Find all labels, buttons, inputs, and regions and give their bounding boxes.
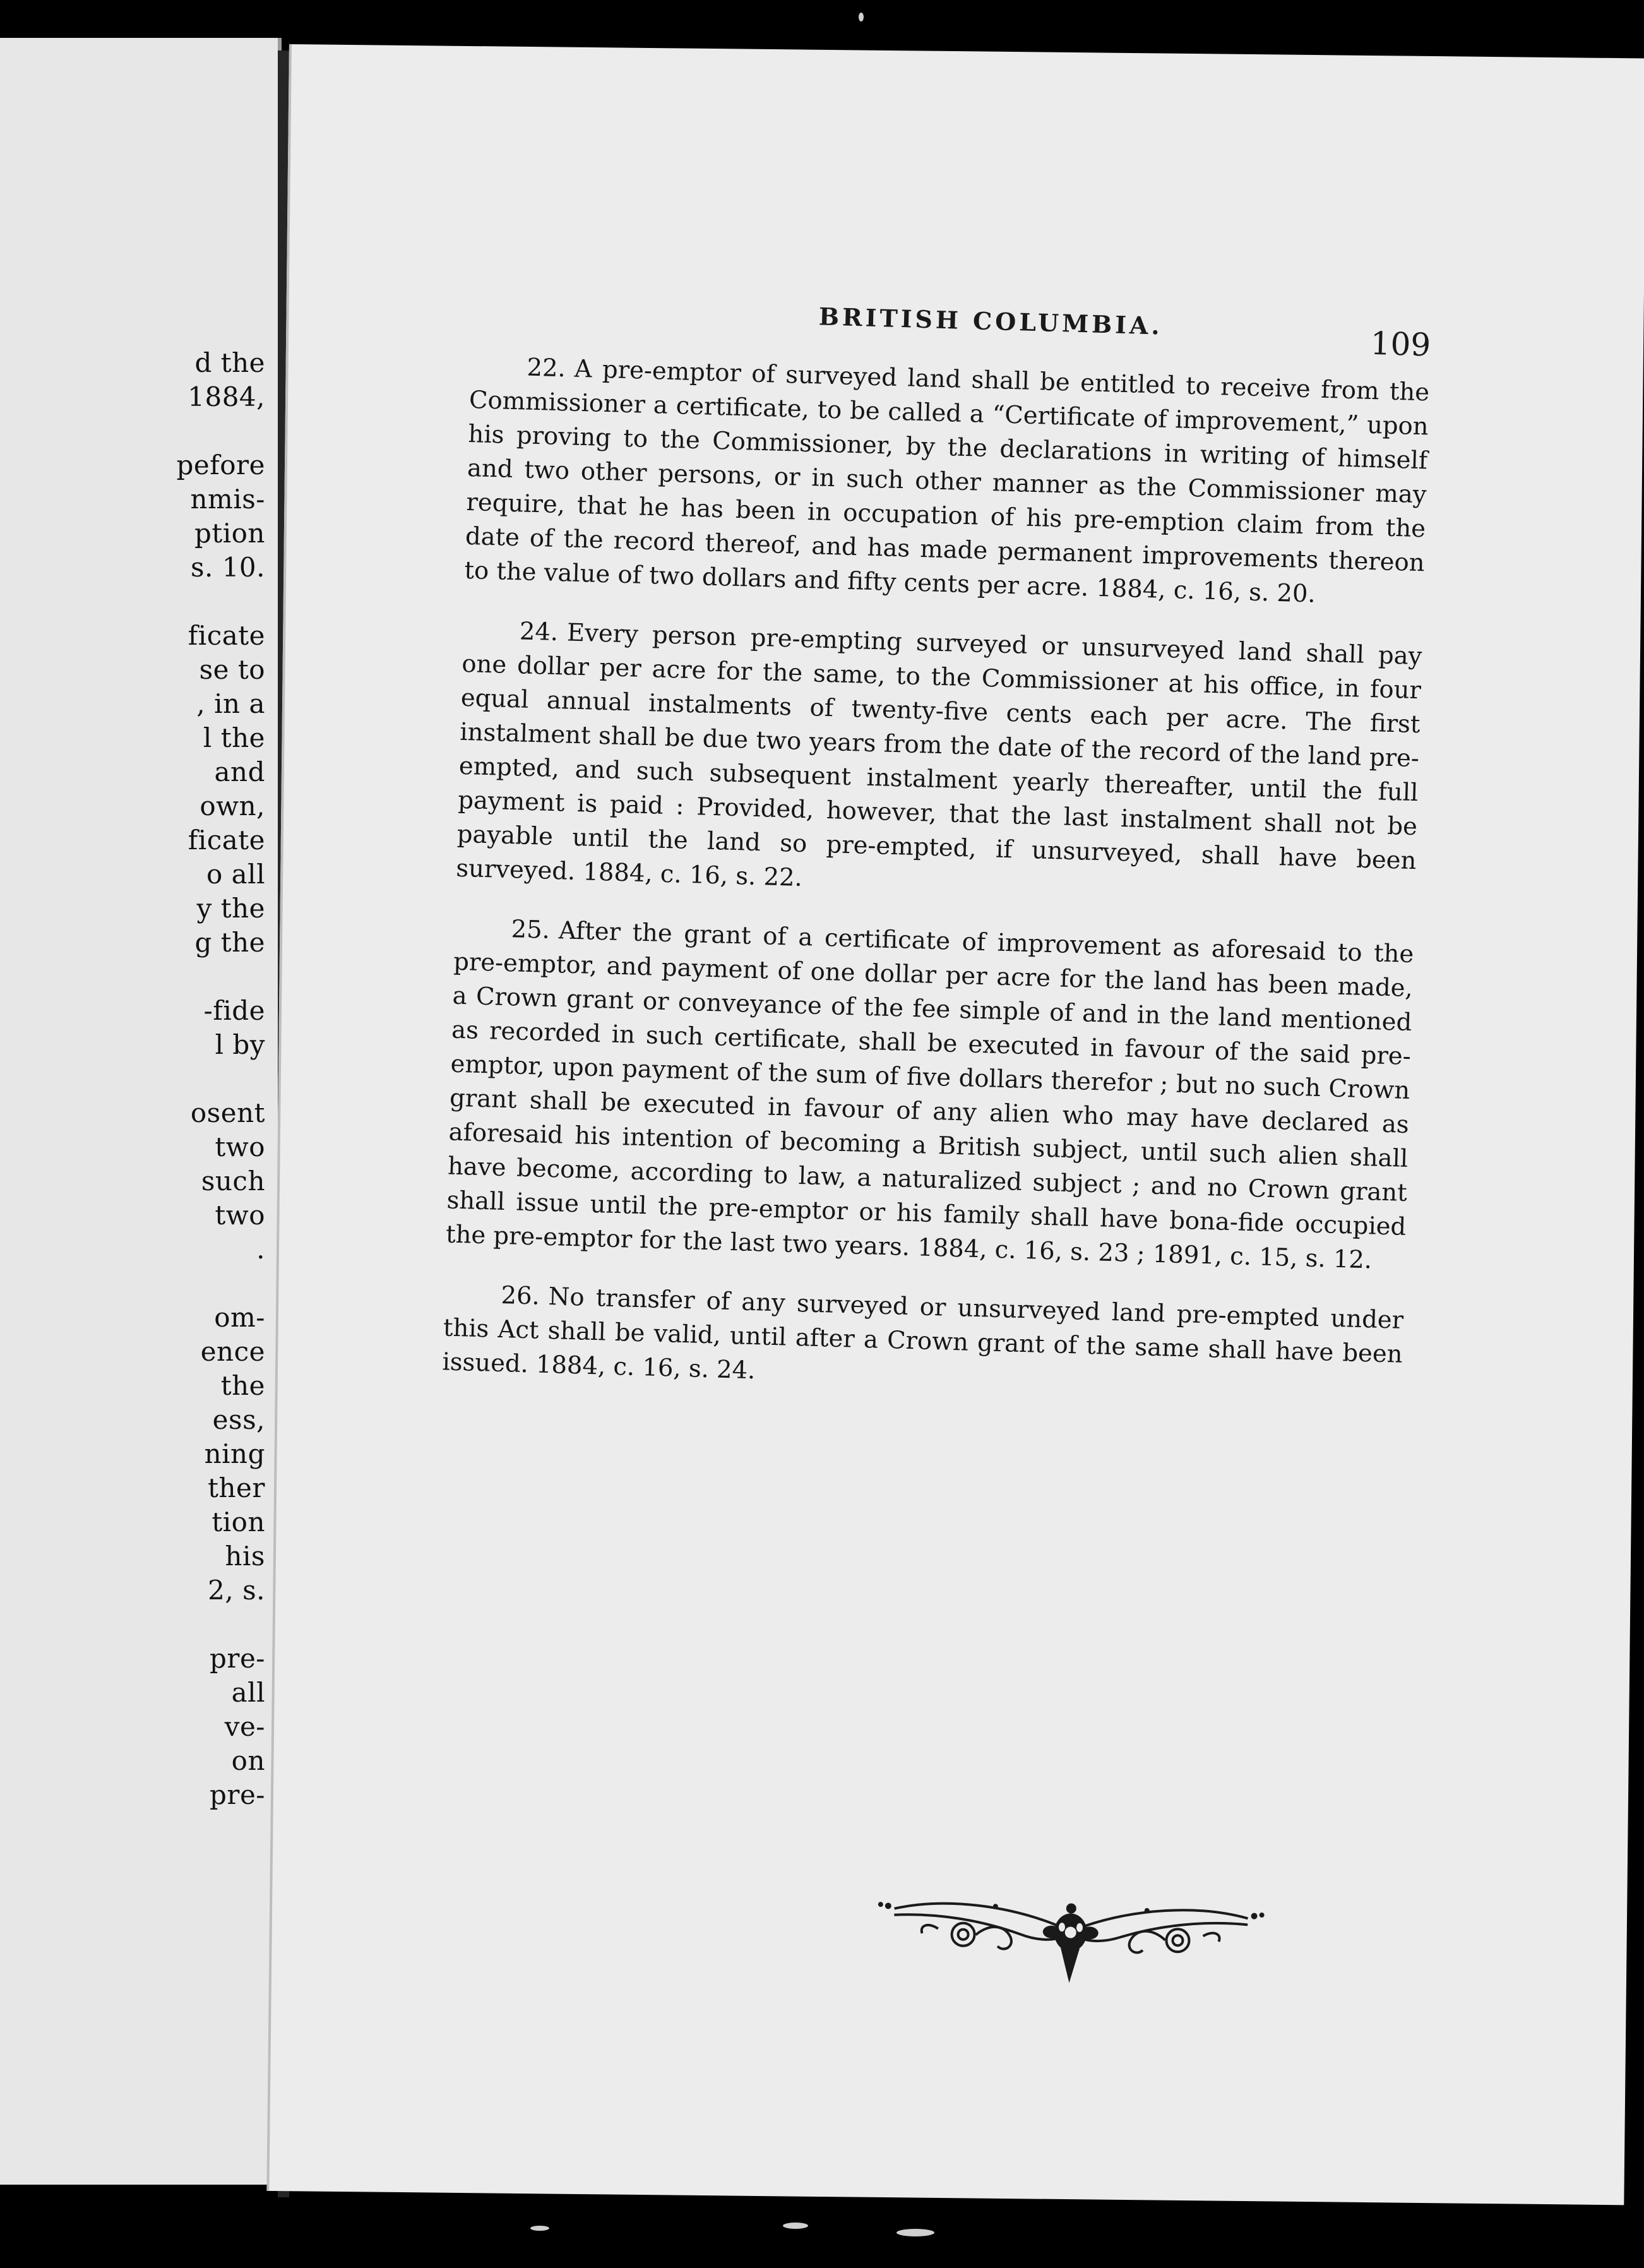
left-page-line-fragment: pre- <box>209 1643 265 1674</box>
running-head: BRITISH COLUMBIA. <box>818 302 1164 340</box>
left-page-line-fragment: all <box>231 1677 265 1708</box>
section-24 <box>456 613 1422 912</box>
left-page-line-fragment: l by <box>215 1029 265 1060</box>
scan-speck <box>783 2223 808 2229</box>
left-page-line-fragment: ning <box>204 1438 265 1469</box>
left-page-line-fragment: s. 10. <box>190 552 265 583</box>
section-text: After the grant of a certificate of improvement as aforesaid to the pre-emptor, and payment of one dollar per acre for the land has been made, a Crown grant or conveyance of the fee simple of and in the land mentioned as recorded in such certificate, shall be executed in favour of the said pre-emptor, upon payment of the sum of five dollars therefor ; but no such Crown grant shall be executed in favour of any alien who may have declared as aforesaid his intention of becoming a British subject, until such alien shall have become, according to law, a naturalized subject ; and no Crown grant shall issue until the pre-emptor or his family shall have bona-fide occupied the pre-emptor for the last two years. 1884, c. 16, s. 23 ; 1891, c. 15, s. 12. <box>445 916 1414 1275</box>
scan-speck <box>530 2226 549 2231</box>
scan-speck <box>896 2229 934 2236</box>
left-page-line-fragment: y the <box>196 893 265 924</box>
left-page-line-fragment: ficate <box>188 620 265 651</box>
left-page-line-fragment: osent <box>190 1097 265 1128</box>
left-page-line-fragment: ve- <box>224 1711 265 1742</box>
section-text: No transfer of any surveyed or unsurveyed land pre-empted under this Act shall be valid, until after a Crown grant of the same shall have been issued. 1884, c. 16, s. 24. <box>441 1282 1404 1385</box>
left-page-line-fragment: ence <box>200 1336 265 1367</box>
left-page-line-fragment: se to <box>199 654 265 685</box>
left-page-line-fragment: ption <box>194 518 265 549</box>
section-text: Every person pre-empting surveyed or unsurveyed land shall pay one dollar per acre for the same, to the Commissioner at his office, in four equal annual instalments of twenty-five cents each per acre. The first instalment shall be due two years from the date of the record of the land pre-empted, and such subsequent instalment yearly thereafter, until the full payment is paid : Provided, however, that the last instalment shall not be payable until the land so pre-empted, if unsurveyed, shall have been surveyed. 1884, c. 16, s. 22. <box>455 618 1423 893</box>
left-page-line-fragment: pre- <box>209 1779 265 1810</box>
left-page-line-fragment: and <box>214 756 265 787</box>
left-page-line-fragment: d the <box>194 347 265 378</box>
left-page-line-fragment: the <box>220 1370 265 1401</box>
left-page-line-fragment: two <box>215 1200 265 1231</box>
left-page-line-fragment: nmis- <box>190 484 265 515</box>
left-page-line-fragment: . <box>256 1234 265 1265</box>
left-page-line-fragment: om- <box>214 1302 265 1333</box>
left-facing-page <box>0 38 282 2185</box>
left-page-line-fragment: ess, <box>212 1404 265 1435</box>
section-number: 24. <box>519 617 559 647</box>
left-page-line-fragment: 1884, <box>188 381 265 412</box>
section-number: 25. <box>511 915 551 945</box>
left-page-line-fragment: o all <box>206 859 265 890</box>
left-page-line-fragment: , in a <box>196 688 265 719</box>
section-number: 26. <box>500 1280 540 1311</box>
left-page-line-fragment: pefore <box>176 450 265 480</box>
left-page-line-fragment: his <box>225 1541 265 1572</box>
main-page <box>266 44 1644 2205</box>
left-page-line-fragment: ther <box>208 1472 265 1503</box>
left-page-line-fragment: g the <box>194 927 265 958</box>
left-page-line-fragment: on <box>231 1745 265 1776</box>
scroll-flourish-ornament-icon <box>867 1883 1274 2008</box>
left-page-line-fragment: tion <box>211 1507 265 1537</box>
left-page-line-fragment: -fide <box>203 995 265 1026</box>
left-page-line-fragment: such <box>201 1166 265 1197</box>
section-text: A pre-emptor of surveyed land shall be entitled to receive from the Commissioner a certificate, to be called a “Certificate of improvement,” upon his proving to the Commissioner, by the declarations in writing of himself and two other persons, or in such other manner as the Commissioner may require, that he has been in occupation of his pre-emption claim from the date of the record thereof, and has made permanent improvements thereon to the value of two dollars and fifty cents per acre. 1884, c. 16, s. 20. <box>463 354 1430 609</box>
page-content <box>441 292 1432 1431</box>
left-page-line-fragment: ficate <box>188 825 265 856</box>
page-number: 109 <box>1369 325 1431 364</box>
section-22 <box>464 349 1430 614</box>
left-page-line-fragment: own, <box>200 791 265 821</box>
section-26 <box>442 1277 1404 1406</box>
scan-speck <box>859 13 864 21</box>
left-page-line-fragment: l the <box>203 722 265 753</box>
section-number: 22. <box>526 353 566 383</box>
left-page-line-fragment: 2, s. <box>208 1575 265 1606</box>
left-page-line-fragment: two <box>215 1131 265 1162</box>
section-25 <box>445 911 1414 1279</box>
